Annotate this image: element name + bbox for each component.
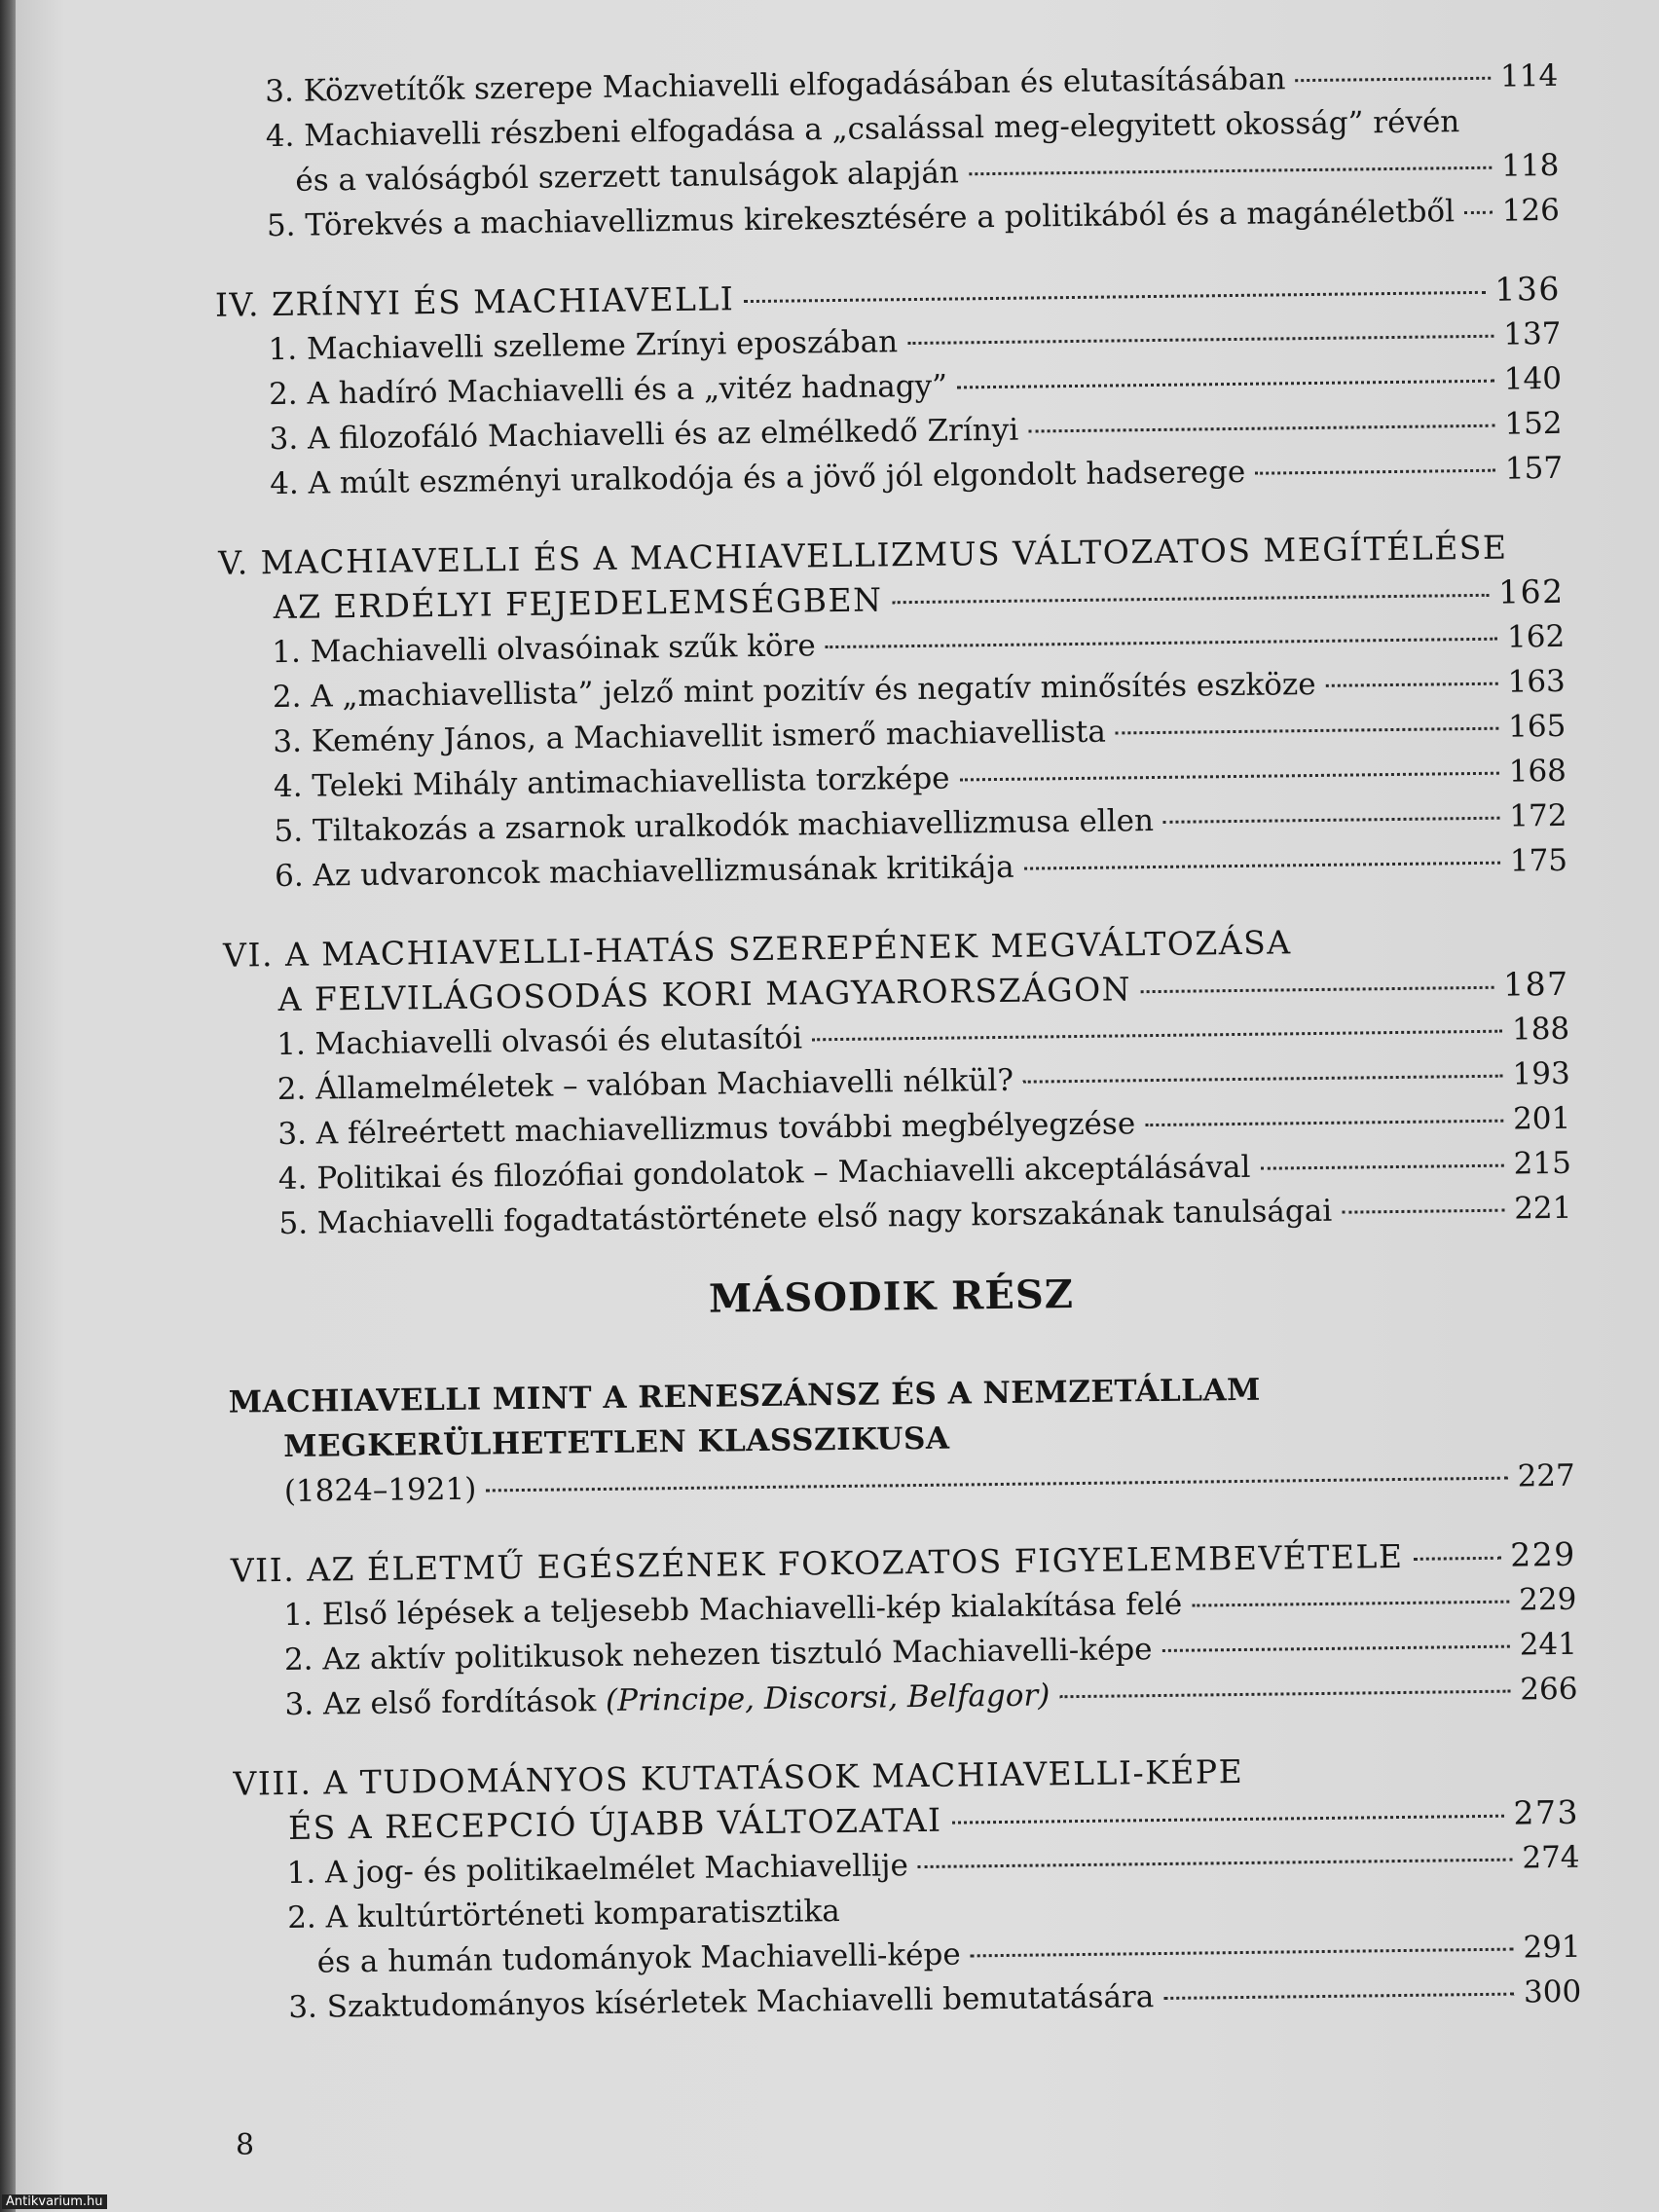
toc-entry: 5. Törekvés a machiavellizmus kirekesztésére a politikából és a magánéletből 126 <box>266 192 1561 244</box>
dot-leader <box>812 1030 1502 1042</box>
toc-entry: 3. Kemény János, a Machiavellit ismerő machiavellista 165 <box>273 708 1567 760</box>
dot-leader <box>918 1859 1513 1868</box>
dot-leader <box>826 638 1497 648</box>
toc-entry: 1. Machiavelli szelleme Zrínyi eposzában 137 <box>268 315 1562 368</box>
chapter-title-cont: A FELVILÁGOSODÁS KORI MAGYARORSZÁGON 187 <box>277 964 1569 1019</box>
dot-leader <box>1163 817 1499 824</box>
dot-leader <box>1028 424 1494 433</box>
dot-leader <box>969 166 1492 176</box>
toc-entry: és a humán tudományok Machiavelli-képe 291 <box>316 1929 1581 1980</box>
dot-leader <box>486 1477 1507 1493</box>
toc-entry: 3. Szaktudományos kísérletek Machiavelli bemutatására 300 <box>288 1973 1582 2025</box>
toc-entry: 3. A filozofáló Machiavelli és az elmélkedő Zrínyi 152 <box>269 405 1563 458</box>
toc-chapter-8 <box>215 1746 1581 2031</box>
toc-entry: 5. Machiavelli fogadtatástörténete első nagy korszakának tanulságai 221 <box>278 1190 1572 1242</box>
toc-chapter-7 <box>213 1532 1578 1728</box>
dot-leader <box>1414 1557 1501 1561</box>
dot-leader <box>1260 1164 1503 1170</box>
dot-leader <box>1023 1075 1503 1084</box>
toc-chapter-5 <box>201 525 1567 900</box>
dot-leader <box>1464 211 1493 214</box>
toc-entry: 2. Államelméletek – valóban Machiavelli nélkül? 193 <box>276 1055 1570 1108</box>
work-titles: (Principe, Discorsi, Belfagor) <box>605 1677 1051 1718</box>
toc-entry: 4. Politikai és filozófiai gondolatok – Machiavelli akceptálásával 215 <box>277 1145 1572 1198</box>
dot-leader <box>1162 1645 1510 1652</box>
chapter-title: VI. A MACHIAVELLI-HATÁS SZEREPÉNEK MEGVÁLTOZÁSA <box>222 923 1292 975</box>
toc-entry: 5. Tiltakozás a zsarnok uralkodók machiavellizmusa ellen 172 <box>274 797 1567 850</box>
toc-entry: és a valóságból szerzett tanulságok alapján 118 <box>295 147 1560 199</box>
dot-leader <box>744 291 1485 303</box>
toc-section-top <box>195 54 1560 249</box>
dot-leader <box>952 1815 1504 1825</box>
page-number: 8 <box>236 2128 255 2162</box>
toc-entry: 1. A jog- és politikaelmélet Machiavellije 274 <box>286 1839 1580 1891</box>
toc-entry: 4. A múlt eszményi uralkodója és a jövő jól elgondolt hadserege 157 <box>269 450 1564 502</box>
chapter-title: VII. AZ ÉLETMŰ EGÉSZÉNEK FOKOZATOS FIGYELEMBEVÉTELE 229 <box>230 1534 1576 1590</box>
toc-chapter-6 <box>205 917 1572 1247</box>
chapter-title: V. MACHIAVELLI ÉS A MACHIAVELLIZMUS VÁLTOZATOS MEGÍTÉLÉSE <box>217 528 1508 582</box>
toc-entry: 3. Közvetítők szerepe Machiavelli elfogadásában és elutasításában 114 <box>265 57 1559 110</box>
dot-leader <box>1255 469 1495 475</box>
dot-leader <box>957 380 1494 389</box>
part-heading: MACHIAVELLI MINT A RENESZÁNSZ ÉS A NEMZETÁLLAM <box>228 1372 1262 1420</box>
dot-leader <box>971 1948 1514 1958</box>
toc-entry: 4. Machiavelli részbeni elfogadása a „csalással meg-elegyitett okosság” révén <box>265 104 1460 155</box>
dot-leader <box>907 335 1493 345</box>
chapter-title: VIII. A TUDOMÁNYOS KUTATÁSOK MACHIAVELLI-KÉPE <box>233 1751 1244 1803</box>
dot-leader <box>1342 1209 1504 1214</box>
toc-entry: 2. A kultúrtörténeti komparatisztika <box>286 1894 840 1936</box>
dot-leader <box>1116 727 1498 735</box>
part-years: (1824–1921) 227 <box>283 1457 1575 1509</box>
dot-leader <box>1326 682 1498 687</box>
dot-leader <box>892 594 1489 604</box>
part-heading-cont: MEGKERÜLHETETLEN KLASSZIKUSA <box>283 1420 950 1464</box>
toc-entry: 3. A félreértett machiavellizmus további megbélyegzése 201 <box>277 1100 1571 1153</box>
toc-entry: 2. Az aktív politikusok nehezen tisztuló Machiavelli-képe 241 <box>283 1626 1578 1677</box>
toc-entry: 2. A hadíró Machiavelli és a „vitéz hadnagy” 140 <box>268 360 1563 413</box>
part-title: MÁSODIK RÉSZ <box>708 1272 1075 1322</box>
chapter-title-cont: AZ ERDÉLYI FEJEDELEMSÉGBEN 162 <box>273 571 1565 627</box>
dot-leader <box>1163 1993 1514 2000</box>
toc-entry: 1. Machiavelli olvasóinak szűk köre 162 <box>272 618 1566 671</box>
book-binding <box>0 0 16 2212</box>
chapter-title: IV. ZRÍNYI ÉS MACHIAVELLI 136 <box>214 269 1562 324</box>
toc-entry: 2. A „machiavellista” jelző mint pozitív és negatív minősítés eszköze 163 <box>272 663 1566 716</box>
toc-entry: 4. Teleki Mihály antimachiavellista torzképe 168 <box>273 753 1567 805</box>
toc-chapter-4 <box>198 267 1564 507</box>
dot-leader <box>1141 986 1493 993</box>
watermark: Antikvarium.hu <box>2 2194 107 2209</box>
table-of-contents <box>195 54 1582 2065</box>
dot-leader <box>1059 1690 1510 1699</box>
dot-leader <box>1192 1601 1509 1607</box>
toc-entry: 6. Az udvaroncok machiavellizmusának kritikája 175 <box>274 842 1568 895</box>
dot-leader <box>1145 1120 1503 1126</box>
chapter-title-cont: ÉS A RECEPCIÓ ÚJABB VÁLTOZATAI 273 <box>287 1792 1580 1847</box>
toc-entry: 1. Első lépések a teljesebb Machiavelli-kép kialakítása felé 229 <box>283 1581 1577 1634</box>
dot-leader <box>960 772 1499 782</box>
dot-leader <box>1295 77 1491 82</box>
dot-leader <box>1024 862 1500 870</box>
toc-entry: 1. Machiavelli olvasói és elutasítói 188 <box>276 1011 1570 1063</box>
toc-part-heading <box>210 1364 1575 1515</box>
toc-entry: 3. Az első fordítások (Principe, Discorsi, Belfagor) 266 <box>284 1671 1578 1722</box>
